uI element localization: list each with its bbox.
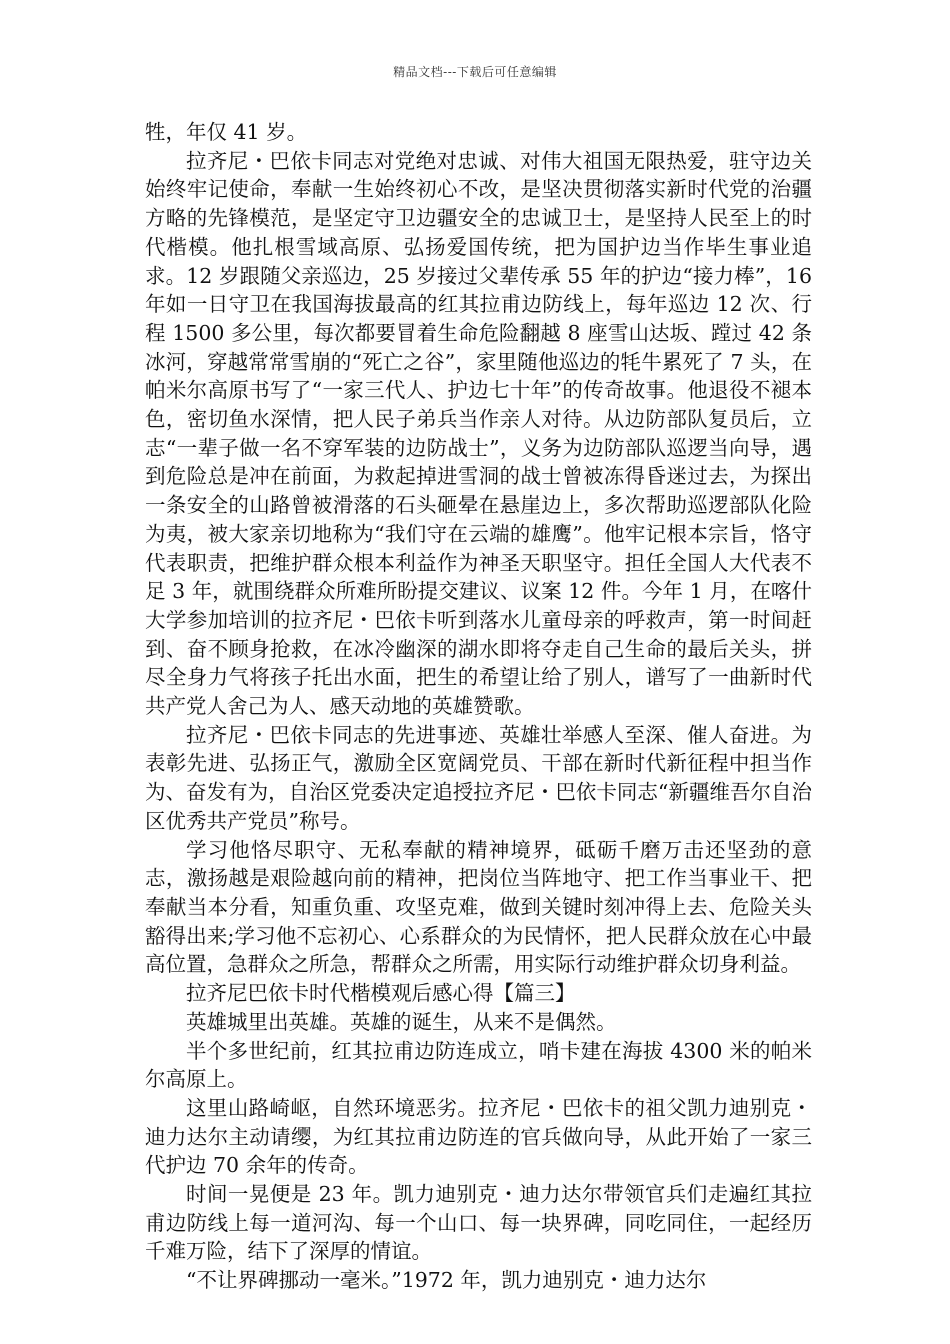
- paragraph: 拉齐尼・巴依卡同志对党绝对忠诚、对伟大祖国无限热爱，驻守边关始终牢记使命，奉献一生始终初心不改，是坚决贯彻落实新时代党的治疆方略的先锋模范，是坚定守卫边疆安全的忠诚卫士，是坚持人民至上的时代楷模。他扎根雪域高原、弘扬爱国传统，把为国护边当作毕生事业追求。12 岁跟随父亲巡边，25 岁接过父辈传承 55 年的护边“接力棒”，16 年如一日守卫在我国海拔最高的红其拉甫边防线上，每年巡边 12 次、行程 1500 多公里，每次都要冒着生命危险翻越 8 座雪山达坂、蹚过 42 条冰河，穿越常常雪崩的“死亡之谷”，家里随他巡边的牦牛累死了 7 头，在帕米尔高原书写了“一家三代人、护边七十年”的传奇故事。他退役不褪本色，密切鱼水深情，把人民子弟兵当作亲人对待。从边防部队复员后，立志“一辈子做一名不穿军装的边防战士”，义务为边防部队巡逻当向导，遇到危险总是冲在前面，为救起掉进雪洞的战士曾被冻得昏迷过去，为探出一条安全的山路曾被滑落的石头砸晕在悬崖边上，多次帮助巡逻部队化险为夷，被大家亲切地称为“我们守在云端的雄鹰”。他牢记根本宗旨，恪守代表职责，把维护群众根本利益作为神圣天职坚守。担任全国人大代表不足 3 年，就围绕群众所难所盼提交建议、议案 12 件。今年 1 月，在喀什大学参加培训的拉齐尼・巴依卡听到落水儿童母亲的呼救声，第一时间赶到、奋不顾身抢救，在冰冷幽深的湖水即将夺走自己生命的最后关头，拼尽全身力气将孩子托出水面，把生的希望让给了别人，谱写了一曲新时代共产党人舍己为人、感天动地的英雄赞歌。: [145, 148, 812, 719]
- paragraph: 牲，年仅 41 岁。: [145, 120, 308, 144]
- paragraph: 拉齐尼・巴依卡同志的先进事迹、英雄壮举感人至深、催人奋进。为表彰先进、弘扬正气，激励全区宽阔党员、干部在新时代新征程中担当作为、奋发有为，自治区党委决定追授拉齐尼・巴依卡同志“新疆维吾尔自治区优秀共产党员”称号。: [145, 722, 812, 833]
- page-header: 精品文档---下载后可任意编辑: [393, 65, 557, 79]
- document-body: [145, 118, 812, 1295]
- paragraph: 英雄城里出英雄。英雄的诞生，从来不是偶然。: [186, 1009, 617, 1034]
- paragraph: 时间一晃便是 23 年。凯力迪别克・迪力达尔带领官兵们走遍红其拉甫边防线上每一道河沟、每一个山口、每一块界碑，同吃同住，一起经历千难万险，结下了深厚的情谊。: [145, 1182, 812, 1264]
- paragraph: “不让界碑挪动一毫米。”1972 年，凯力迪别克・迪力达尔: [186, 1268, 707, 1293]
- section-heading: 拉齐尼巴依卡时代楷模观后感心得【篇三】: [186, 981, 576, 1006]
- paragraph: 这里山路崎岖，自然环境恶劣。拉齐尼・巴依卡的祖父凯力迪别克・迪力达尔主动请缨，为红其拉甫边防连的官兵做向导，从此开始了一家三代护边 70 余年的传奇。: [145, 1095, 812, 1178]
- paragraph: 半个多世纪前，红其拉甫边防连成立，哨卡建在海拔 4300 米的帕米尔高原上。: [145, 1038, 812, 1092]
- paragraph: 学习他恪尽职守、无私奉献的精神境界，砥砺千磨万击还坚劲的意志，激扬越是艰险越向前的精神，把岗位当阵地守、把工作当事业干、把奉献当本分看，知重负重、攻坚克难，做到关键时刻冲得上去、危险关头豁得出来;学习他不忘初心、心系群众的为民情怀，把人民群众放在心中最高位置，急群众之所急，帮群众之所需，用实际行动维护群众切身利益。: [145, 837, 812, 977]
